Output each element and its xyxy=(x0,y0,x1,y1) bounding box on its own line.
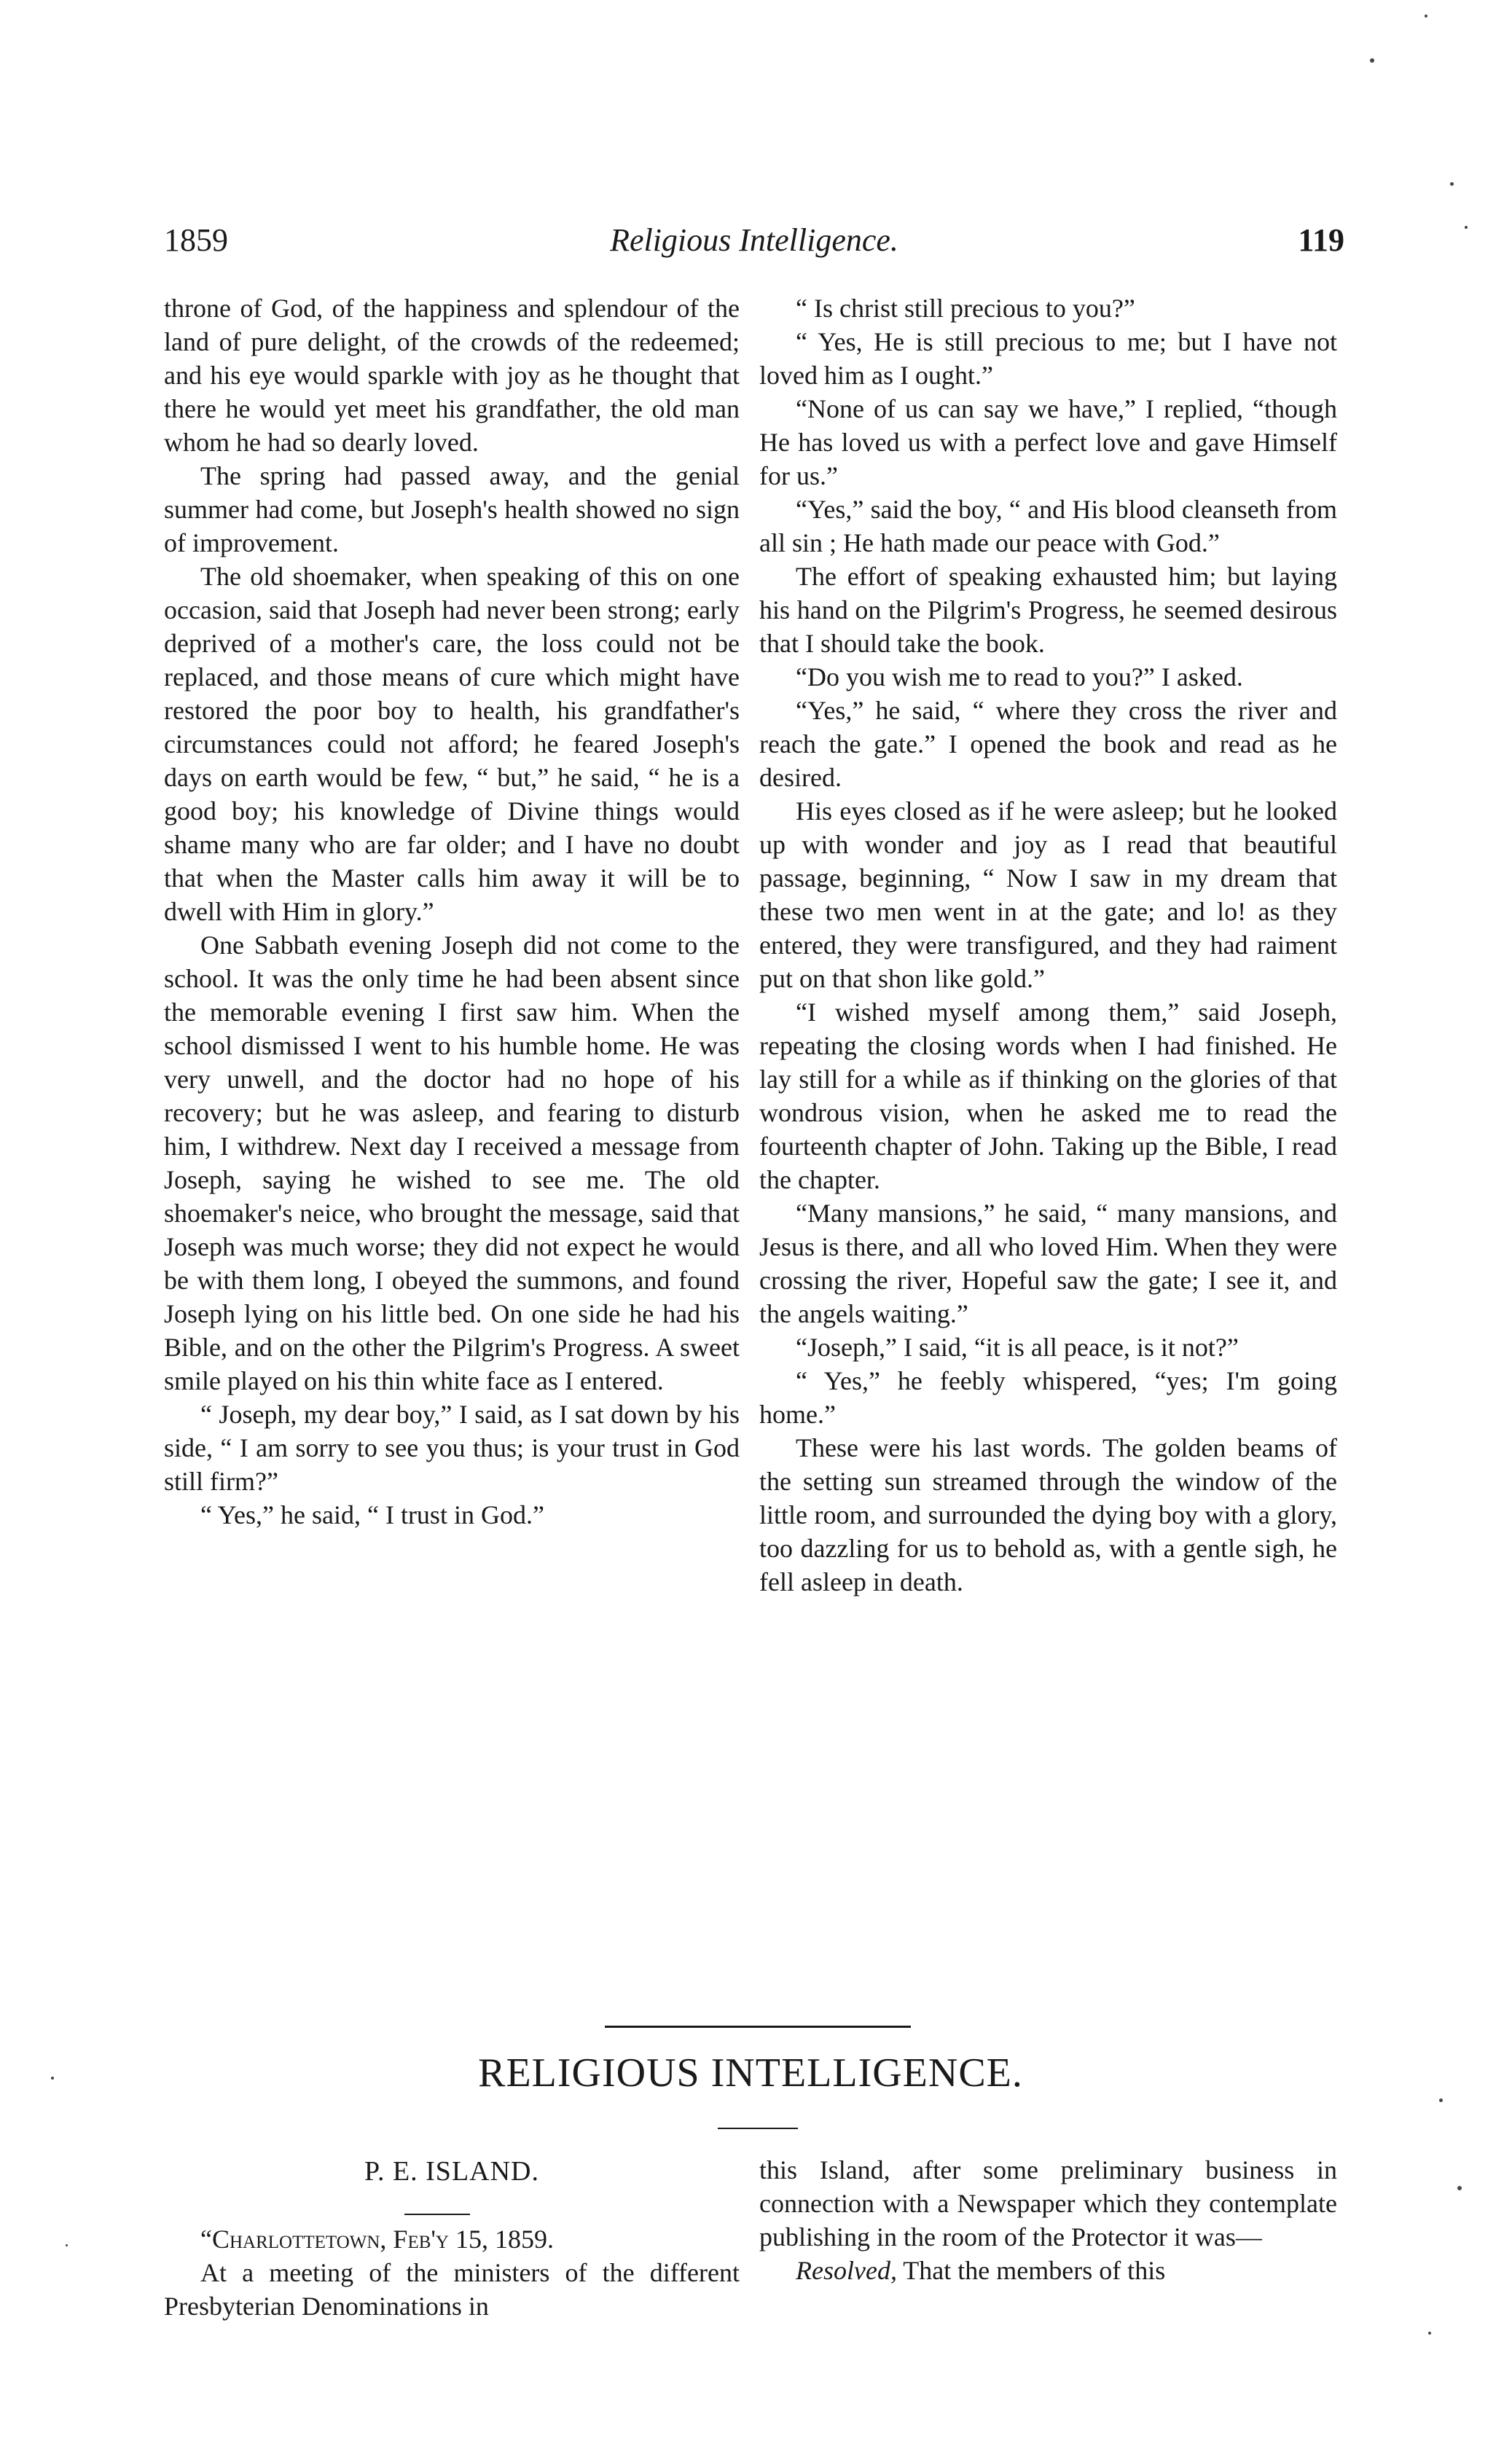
section-divider xyxy=(605,2026,911,2028)
paragraph: throne of God, of the happiness and splendour of the land of pure delight, of the crowds of the redeemed; and his eye would sparkle with joy as he thought that there he would yet meet his grandfather, the old man whom he had so dearly loved. xyxy=(164,294,740,457)
header-year: 1859 xyxy=(164,222,228,258)
scan-speck xyxy=(1465,226,1468,229)
paragraph: At a meeting of the ministers of the different Presbyterian Denominations in xyxy=(164,2258,740,2321)
scan-speck xyxy=(1457,2186,1462,2190)
paragraph: These were his last words. The golden beams of the setting sun streamed through the window of the little room, and surrounded the dying boy with a glory, too dazzling for us to behold as, with a gentle sigh, he fell asleep in death. xyxy=(759,1433,1337,1596)
right-column xyxy=(759,291,1337,1599)
page-number: 119 xyxy=(1298,222,1344,258)
paragraph: “Do you wish me to read to you?” I asked. xyxy=(796,662,1243,691)
paragraph: “None of us can say we have,” I replied, “though He has loved us with a perfect love and gave Himself for us.” xyxy=(759,394,1337,490)
title-underline xyxy=(718,2128,798,2129)
scan-speck xyxy=(1450,182,1454,186)
resolved-text: That the members of this xyxy=(896,2256,1166,2285)
paragraph: “I wished myself among them,” said Joseph, repeating the closing words when I had finished. He lay still for a while as if thinking on the glories of that wondrous vision, when he asked me to read the fourteenth chapter of John. Taking up the Bible, I read the chapter. xyxy=(759,998,1337,1194)
subsection-right-column xyxy=(759,2153,1337,2287)
dateline: “Charlottetown, Feb'y 15, 1859. xyxy=(200,2225,554,2254)
subsection-rule xyxy=(404,2214,470,2215)
scan-speck xyxy=(1370,58,1374,63)
paragraph: The effort of speaking exhausted him; but laying his hand on the Pilgrim's Progress, he seemed desirous that I should take the book. xyxy=(759,562,1337,658)
paragraph: “ Is christ still precious to you?” xyxy=(796,294,1135,323)
paragraph: “ Yes,” he feebly whispered, “yes; I'm going home.” xyxy=(759,1366,1337,1429)
paragraph: “ Joseph, my dear boy,” I said, as I sat down by his side, “ I am sorry to see you thus; is your trust in God still firm?” xyxy=(164,1400,740,1496)
scan-speck xyxy=(51,2077,54,2080)
scan-speck xyxy=(66,2244,68,2246)
paragraph: The old shoemaker, when speaking of this on one occasion, said that Joseph had never been strong; early deprived of a mother's care, the loss could not be replaced, and those means of cure which might have restored the poor boy to health, his grandfather's circumstances could not afford; he feared Joseph's days on earth would be few, “ but,” he said, “ he is a good boy; his knowledge of Divine things would shame many who are far older; and I have no doubt that when the Master calls him away it will be to dwell with Him in glory.” xyxy=(164,562,740,926)
paragraph: “ Yes,” he said, “ I trust in God.” xyxy=(200,1500,544,1529)
paragraph: His eyes closed as if he were asleep; but he looked up with wonder and joy as I read that beautiful passage, beginning, “ Now I saw in my dream that these two men went in at the gate; and lo! as they entered, they were transfigured, and they had raiment put on that shon like gold.” xyxy=(759,796,1337,993)
paragraph: “Joseph,” I said, “it is all peace, is it not?” xyxy=(796,1333,1239,1362)
paragraph: One Sabbath evening Joseph did not come to the school. It was the only time he had been absent since the memorable evening I first saw him. When the school dismissed I went to his humble home. He was very unwell, and the doctor had no hope of his recovery; but he was asleep, and fearing to disturb him, I withdrew. Next day I received a message from Joseph, saying he wished to see me. The old shoemaker's neice, who brought the message, said that Joseph was much worse; they did not expect he would be with them long, I obeyed the summons, and found Joseph lying on his little bed. On one side he had his Bible, and on the other the Pilgrim's Progress. A sweet smile played on his thin white face as I entered. xyxy=(164,930,740,1395)
paragraph: “Yes,” said the boy, “ and His blood cleanseth from all sin ; He hath made our peace with God.” xyxy=(759,495,1337,557)
paragraph: “Many mansions,” he said, “ many mansions, and Jesus is there, and all who loved Him. When they were crossing the river, Hopeful saw the gate; I see it, and the angels waiting.” xyxy=(759,1199,1337,1328)
resolved-paragraph xyxy=(759,2254,1337,2287)
subsection-heading: P. E. ISLAND. xyxy=(364,2156,539,2187)
scan-speck xyxy=(1425,15,1427,17)
section-title: RELIGIOUS INTELLIGENCE. xyxy=(478,2050,1023,2096)
paragraph: this Island, after some preliminary business in connection with a Newspaper which they contemplate publishing in the room of the Protector it was— xyxy=(759,2155,1337,2252)
left-column xyxy=(164,291,740,1532)
paragraph: “Yes,” he said, “ where they cross the river and reach the gate.” I opened the book and read as he desired. xyxy=(759,696,1337,792)
paragraph: “ Yes, He is still precious to me; but I have not loved him as I ought.” xyxy=(759,327,1337,390)
resolved-word: Resolved, xyxy=(796,2256,897,2285)
header-section-title: Religious Intelligence. xyxy=(610,222,898,258)
scan-speck xyxy=(1428,2332,1431,2335)
paragraph: The spring had passed away, and the genial summer had come, but Joseph's health showed no sign of improvement. xyxy=(164,461,740,557)
scan-speck xyxy=(1439,2099,1443,2102)
running-head xyxy=(164,219,1344,262)
subsection-left-column xyxy=(164,2222,740,2323)
